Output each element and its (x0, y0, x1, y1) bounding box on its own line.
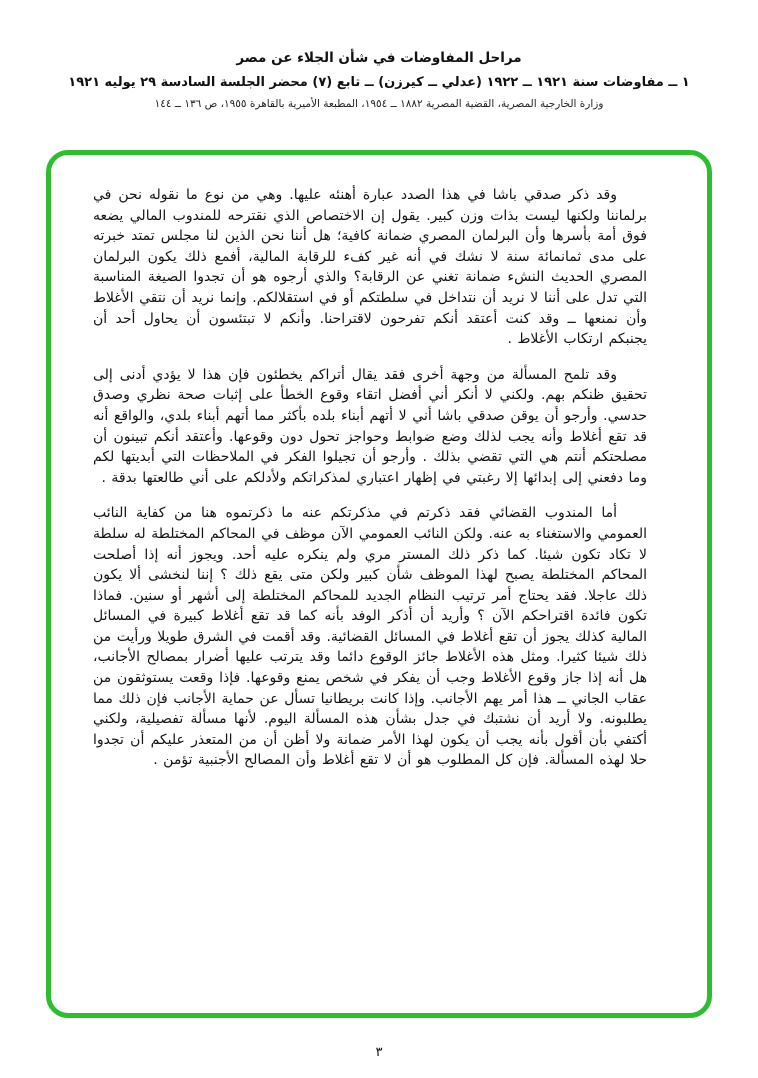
highlighted-text-frame (46, 150, 712, 1018)
body-paragraph-1: وقد ذكر صدقي باشا في هذا الصدد عبارة أهنئه عليها. وهي من نوع ما نقوله نحن في برلماننا ولكنها ليست بذات وزن كبير. يقول إن الاختصاص الذي نقترحه للمندوب المالي يضعه فوق أمة بأسرها وأن البرلمان المصري ضمانة كافية؛ هل أننا نحن الذين لنا مجلس تمتد خبرته على مدى ثمانمائة سنة لا نشك في أنه غير كفء للرقابة المالية، أفمع ذلك يكون البرلمان المصري الحديث النشء ضمانة تغني عن الرقابة؟ والذي أرجوه هو أن تجدوا الصيغة المناسبة التي تدل على أننا لا نريد أن نتداخل في سلطتكم أو في استقلالكم. وإنما نريد أن نتقي الأغلاط وأن نمنعها ــ وقد كنت أعتقد أنكم تفرحون لاقتراحنا. وأنكم لا تبتئسون أن يحاول أحد أن يجنبكم ارتكاب الأغلاط . (93, 187, 647, 348)
document-title: مراحل المفاوضات في شأن الجلاء عن مصر (236, 50, 522, 66)
body-paragraph-2: وقد تلمح المسألة من وجهة أخرى فقد يقال أتراكم يخطئون فإن هذا لا يؤدي أدنى إلى تحقيق ظنكم بهم. ولكني لا أنكر أني أفضل اتقاء وقوع الخطأ على إثبات صحة نظري وصدق حدسي. وأرجو أن يوقن صدقي باشا أني لا أتهم أبناء بلده بأكثر مما أتهم أبناء بلدي، والواقع أنه قد تقع أغلاط وأنه يجب لذلك وضع ضوابط وحواجز تحول دون وقوعها. وأعتقد أنكم تبينون أن مصلحتكم أنتم هي التي تقضي بذلك . وأرجو أن تجيلوا الفكر في الملاحظات التي أبديتها لكم وما دفعني إلى إبدائها إلا رغبتي في إظهار اعتباري لمذكراتكم ولأدلكم على أني طالعتها بدقة . (93, 366, 647, 486)
page-footer (0, 1041, 758, 1060)
body-paragraph-3: أما المندوب القضائي فقد ذكرتم في مذكرتكم عنه ما ذكرتموه هنا من كفاية النائب العمومي والاستغناء به عنه. ولكن النائب العمومي الآن موظف في المحاكم المختلطة له سلطة لا تكاد تكون شيئا. كما ذكر ذلك المستر مري ولم ينكره عليه أحد. ويجوز أنه إذا أصلحت المحاكم المختلطة يصبح لهذا الموظف شأن كبير ولكن متى يقع ذلك ؟ إننا لنخشى ألا يكون ذلك عاجلا. فقد يحتاج أمر ترتيب النظام الجديد للمحاكم المختلطة إلى أشهر أو سنين. فماذا تكون فائدة اقتراحكم الآن ؟ وأريد أن أذكر الوفد بأنه كما قد تقع أغلاط كبيرة في المسائل المالية كذلك يجوز أن تقع أغلاط في المسائل القضائية. وقد أقمت في الشرق طويلا ورأيت من ذلك شيئا كثيرا. ومثل هذه الأغلاط جائز الوقوع دائما وقد يترتب عليها أضرار بمصالح الأجانب، هل أنه إذا جاز وقوع الأغلاط وجب أن يفكر في شخص يمنع وقوعها. فإذا وقعت يستوثقون من عقاب الجاني ــ هذا أمر يهم الأجانب. وإذا كانت بريطانيا تسأل عن حماية الأجانب فإن ذلك مما يطلبونه. ولا أريد أن نشتبك في جدل بشأن هذه المسألة اليوم. لأنها مسألة تفصيلية، ولكني أكتفي بأن أقول بأنه يجب أن يكون لهذا الأمر ضمانة ولا أظن أن من المتعذر عليكم أن تجدوا حلا لهذه المسألة. فإن كل المطلوب هو أن لا تقع أغلاط وأن المصالح الأجنبية تؤمن . (93, 505, 647, 769)
document-header (0, 0, 758, 110)
document-source-citation: وزارة الخارجية المصرية، القضية المصرية ١٨٨٢ ــ ١٩٥٤، المطبعة الأميرية بالقاهرة ١٩٥٥، ص ١٣٦ ــ ١٤٤ (154, 98, 604, 110)
page-number: ٣ (375, 1045, 383, 1060)
document-subtitle: ١ ــ مفاوضات سنة ١٩٢١ ــ ١٩٢٢ (عدلي ــ كيرزن) ــ تابع (٧) محضر الجلسة السادسة ٢٩ يوليه ١٩٢١ (68, 75, 690, 90)
